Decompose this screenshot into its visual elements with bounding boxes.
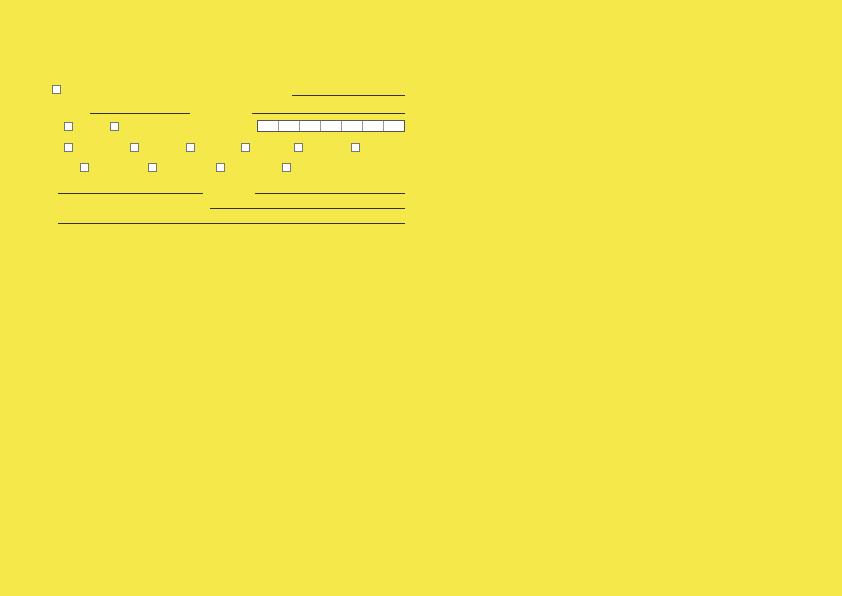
id-box: [258, 121, 279, 131]
prior-course-checkbox[interactable]: [52, 85, 61, 94]
gender-male-checkbox[interactable]: [64, 122, 73, 131]
edu-checkbox[interactable]: [216, 163, 225, 172]
age-checkbox[interactable]: [241, 143, 250, 152]
occupation-field[interactable]: [58, 193, 203, 194]
age-checkbox[interactable]: [64, 143, 73, 152]
id-box: [300, 121, 321, 131]
edu-checkbox[interactable]: [80, 163, 89, 172]
name-cn-field[interactable]: [90, 113, 190, 114]
email-field[interactable]: [210, 208, 405, 209]
name-en-field[interactable]: [252, 113, 405, 114]
id-box: [342, 121, 363, 131]
id-box: [384, 121, 404, 131]
student-no-field[interactable]: [292, 95, 405, 96]
age-checkbox[interactable]: [186, 143, 195, 152]
id-box: [279, 121, 300, 131]
gender-female-checkbox[interactable]: [110, 122, 119, 131]
age-checkbox[interactable]: [351, 143, 360, 152]
age-checkbox[interactable]: [294, 143, 303, 152]
contact-phone-field[interactable]: [255, 193, 405, 194]
id-box: [363, 121, 384, 131]
address-field[interactable]: [58, 223, 405, 224]
id-box: [321, 121, 342, 131]
age-checkbox[interactable]: [130, 143, 139, 152]
id-number-boxes[interactable]: [257, 120, 405, 132]
edu-checkbox[interactable]: [282, 163, 291, 172]
edu-checkbox[interactable]: [148, 163, 157, 172]
